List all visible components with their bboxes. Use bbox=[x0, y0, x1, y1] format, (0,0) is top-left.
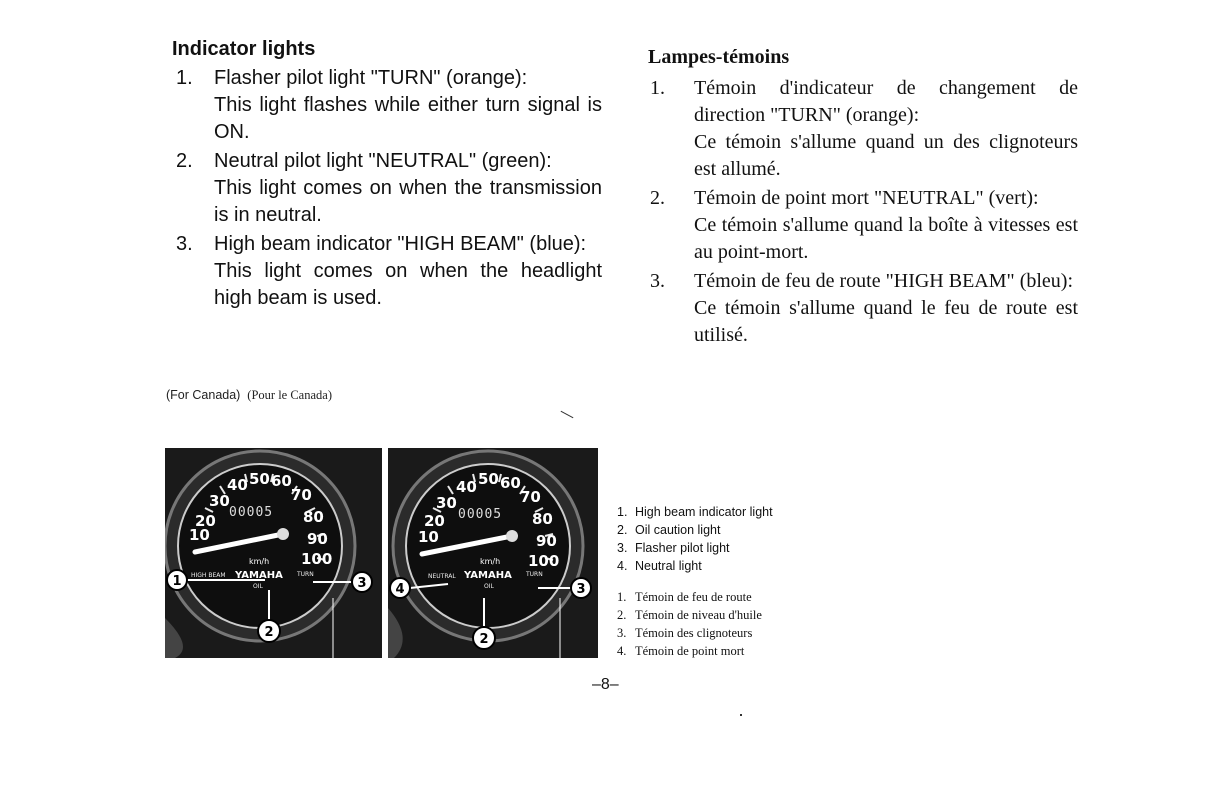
callout-number: 3 bbox=[357, 576, 367, 591]
callout-number: 2 bbox=[264, 625, 274, 640]
neutral-lamp-label: NEUTRAL bbox=[428, 573, 456, 580]
legend-text: Témoin de niveau d'huile bbox=[635, 608, 762, 622]
high-beam-lamp-label: HIGH BEAM bbox=[191, 572, 226, 579]
oil-lamp-label: OIL bbox=[484, 583, 494, 590]
legend-row bbox=[617, 557, 773, 575]
speed-label: 20 bbox=[424, 512, 445, 530]
canada-label-en: (For Canada) bbox=[166, 388, 241, 402]
list-item bbox=[648, 268, 1078, 349]
item-number: 2. bbox=[650, 187, 665, 209]
speed-unit: km/h bbox=[480, 557, 501, 566]
turn-lamp-label: TURN bbox=[297, 571, 314, 578]
callout-number: 2 bbox=[479, 632, 489, 647]
odometer-readout: 00005 bbox=[458, 507, 503, 522]
speed-label: 10 bbox=[189, 526, 210, 544]
legend-number: 4. bbox=[617, 559, 628, 573]
item-number: 1. bbox=[176, 67, 193, 89]
item-title: Témoin de feu de route "HIGH BEAM" (bleu): bbox=[694, 270, 1074, 292]
legend-number: 4. bbox=[617, 644, 627, 658]
legend-row bbox=[617, 624, 762, 642]
speed-label: 90 bbox=[307, 530, 328, 548]
oil-lamp-label: OIL bbox=[253, 583, 263, 590]
decorative-tick bbox=[561, 411, 574, 418]
speed-label: 100 bbox=[301, 550, 333, 568]
speck bbox=[740, 714, 742, 716]
speed-label: 20 bbox=[195, 512, 216, 530]
speed-label: 70 bbox=[520, 488, 541, 506]
item-title: High beam indicator "HIGH BEAM" (blue): bbox=[214, 233, 587, 255]
speed-label: 60 bbox=[271, 472, 292, 490]
legend-number: 2. bbox=[617, 523, 628, 537]
legend-number: 1. bbox=[617, 590, 627, 604]
speed-label: 40 bbox=[227, 476, 248, 494]
legend-row bbox=[617, 588, 762, 606]
canada-label bbox=[166, 388, 332, 403]
callout-number: 4 bbox=[395, 582, 405, 597]
speed-label: 30 bbox=[209, 492, 230, 510]
speed-label: 80 bbox=[303, 508, 324, 526]
brand-label: YAMAHA bbox=[464, 570, 512, 581]
section-heading: Indicator lights bbox=[172, 38, 316, 60]
speed-label: 80 bbox=[532, 510, 553, 528]
section-heading-fr: Lampes-témoins bbox=[648, 46, 790, 68]
legend-number: 3. bbox=[617, 541, 628, 555]
speed-label: 30 bbox=[436, 494, 457, 512]
speed-label: 100 bbox=[528, 552, 560, 570]
item-number: 2. bbox=[176, 150, 193, 172]
speedometer-photo-high-beam bbox=[165, 448, 382, 658]
item-description: This light comes on when the transmission is in neutral. bbox=[214, 177, 602, 226]
legend-text: Neutral light bbox=[635, 559, 702, 573]
list-item bbox=[172, 231, 602, 312]
item-description: Ce témoin s'allume quand un des clignoteurs est allumé. bbox=[694, 131, 1078, 180]
english-column bbox=[172, 38, 602, 314]
legend-text: Témoin de point mort bbox=[635, 644, 745, 658]
callout-number: 3 bbox=[576, 582, 586, 597]
brand-label: YAMAHA bbox=[235, 570, 283, 581]
item-description: Ce témoin s'allume quand le feu de route est utilisé. bbox=[694, 297, 1078, 346]
item-title: Témoin de point mort "NEUTRAL" (vert): bbox=[694, 187, 1039, 209]
legend-text: Témoin de feu de route bbox=[635, 590, 752, 604]
legend-text: Témoin des clignoteurs bbox=[635, 626, 753, 640]
legend-text: Oil caution light bbox=[635, 523, 721, 537]
turn-lamp-label: TURN bbox=[526, 571, 543, 578]
photo-legend-en bbox=[617, 503, 773, 575]
speed-unit: km/h bbox=[249, 557, 270, 566]
list-item bbox=[648, 185, 1078, 266]
legend-text: Flasher pilot light bbox=[635, 541, 730, 555]
item-description: This light flashes while either turn signal is ON. bbox=[214, 94, 602, 143]
legend-number: 1. bbox=[617, 505, 628, 519]
list-item bbox=[172, 65, 602, 146]
photo-legend-fr bbox=[617, 588, 762, 660]
item-title: Neutral pilot light "NEUTRAL" (green): bbox=[214, 150, 552, 172]
legend-row bbox=[617, 521, 773, 539]
legend-row bbox=[617, 642, 762, 660]
item-number: 1. bbox=[650, 77, 665, 99]
speed-label: 60 bbox=[500, 474, 521, 492]
item-title: Flasher pilot light "TURN" (orange): bbox=[214, 67, 528, 89]
legend-text: High beam indicator light bbox=[635, 505, 773, 519]
list-item bbox=[648, 75, 1078, 183]
speedometer-photo-neutral bbox=[388, 448, 598, 658]
odometer-readout: 00005 bbox=[229, 505, 274, 520]
canada-label-fr: (Pour le Canada) bbox=[247, 388, 332, 402]
legend-number: 3. bbox=[617, 626, 627, 640]
item-description: This light comes on when the headlight high beam is used. bbox=[214, 260, 602, 309]
speed-label: 40 bbox=[456, 478, 477, 496]
item-title: Témoin d'indicateur de changement de direction "TURN" (orange): bbox=[694, 77, 1078, 126]
legend-number: 2. bbox=[617, 608, 627, 622]
callout-number: 1 bbox=[172, 574, 182, 589]
item-description: Ce témoin s'allume quand la boîte à vitesses est au point-mort. bbox=[694, 214, 1078, 263]
speed-label: 90 bbox=[536, 532, 557, 550]
item-number: 3. bbox=[176, 233, 193, 255]
legend-row bbox=[617, 606, 762, 624]
page-number: –8– bbox=[592, 676, 619, 693]
french-column bbox=[648, 46, 1078, 351]
legend-row bbox=[617, 539, 773, 557]
legend-row bbox=[617, 503, 773, 521]
speed-label: 70 bbox=[291, 486, 312, 504]
list-item bbox=[172, 148, 602, 229]
item-number: 3. bbox=[650, 270, 665, 292]
speed-label: 50 bbox=[249, 470, 270, 488]
speed-label: 50 bbox=[478, 470, 499, 488]
speed-label: 10 bbox=[418, 528, 439, 546]
